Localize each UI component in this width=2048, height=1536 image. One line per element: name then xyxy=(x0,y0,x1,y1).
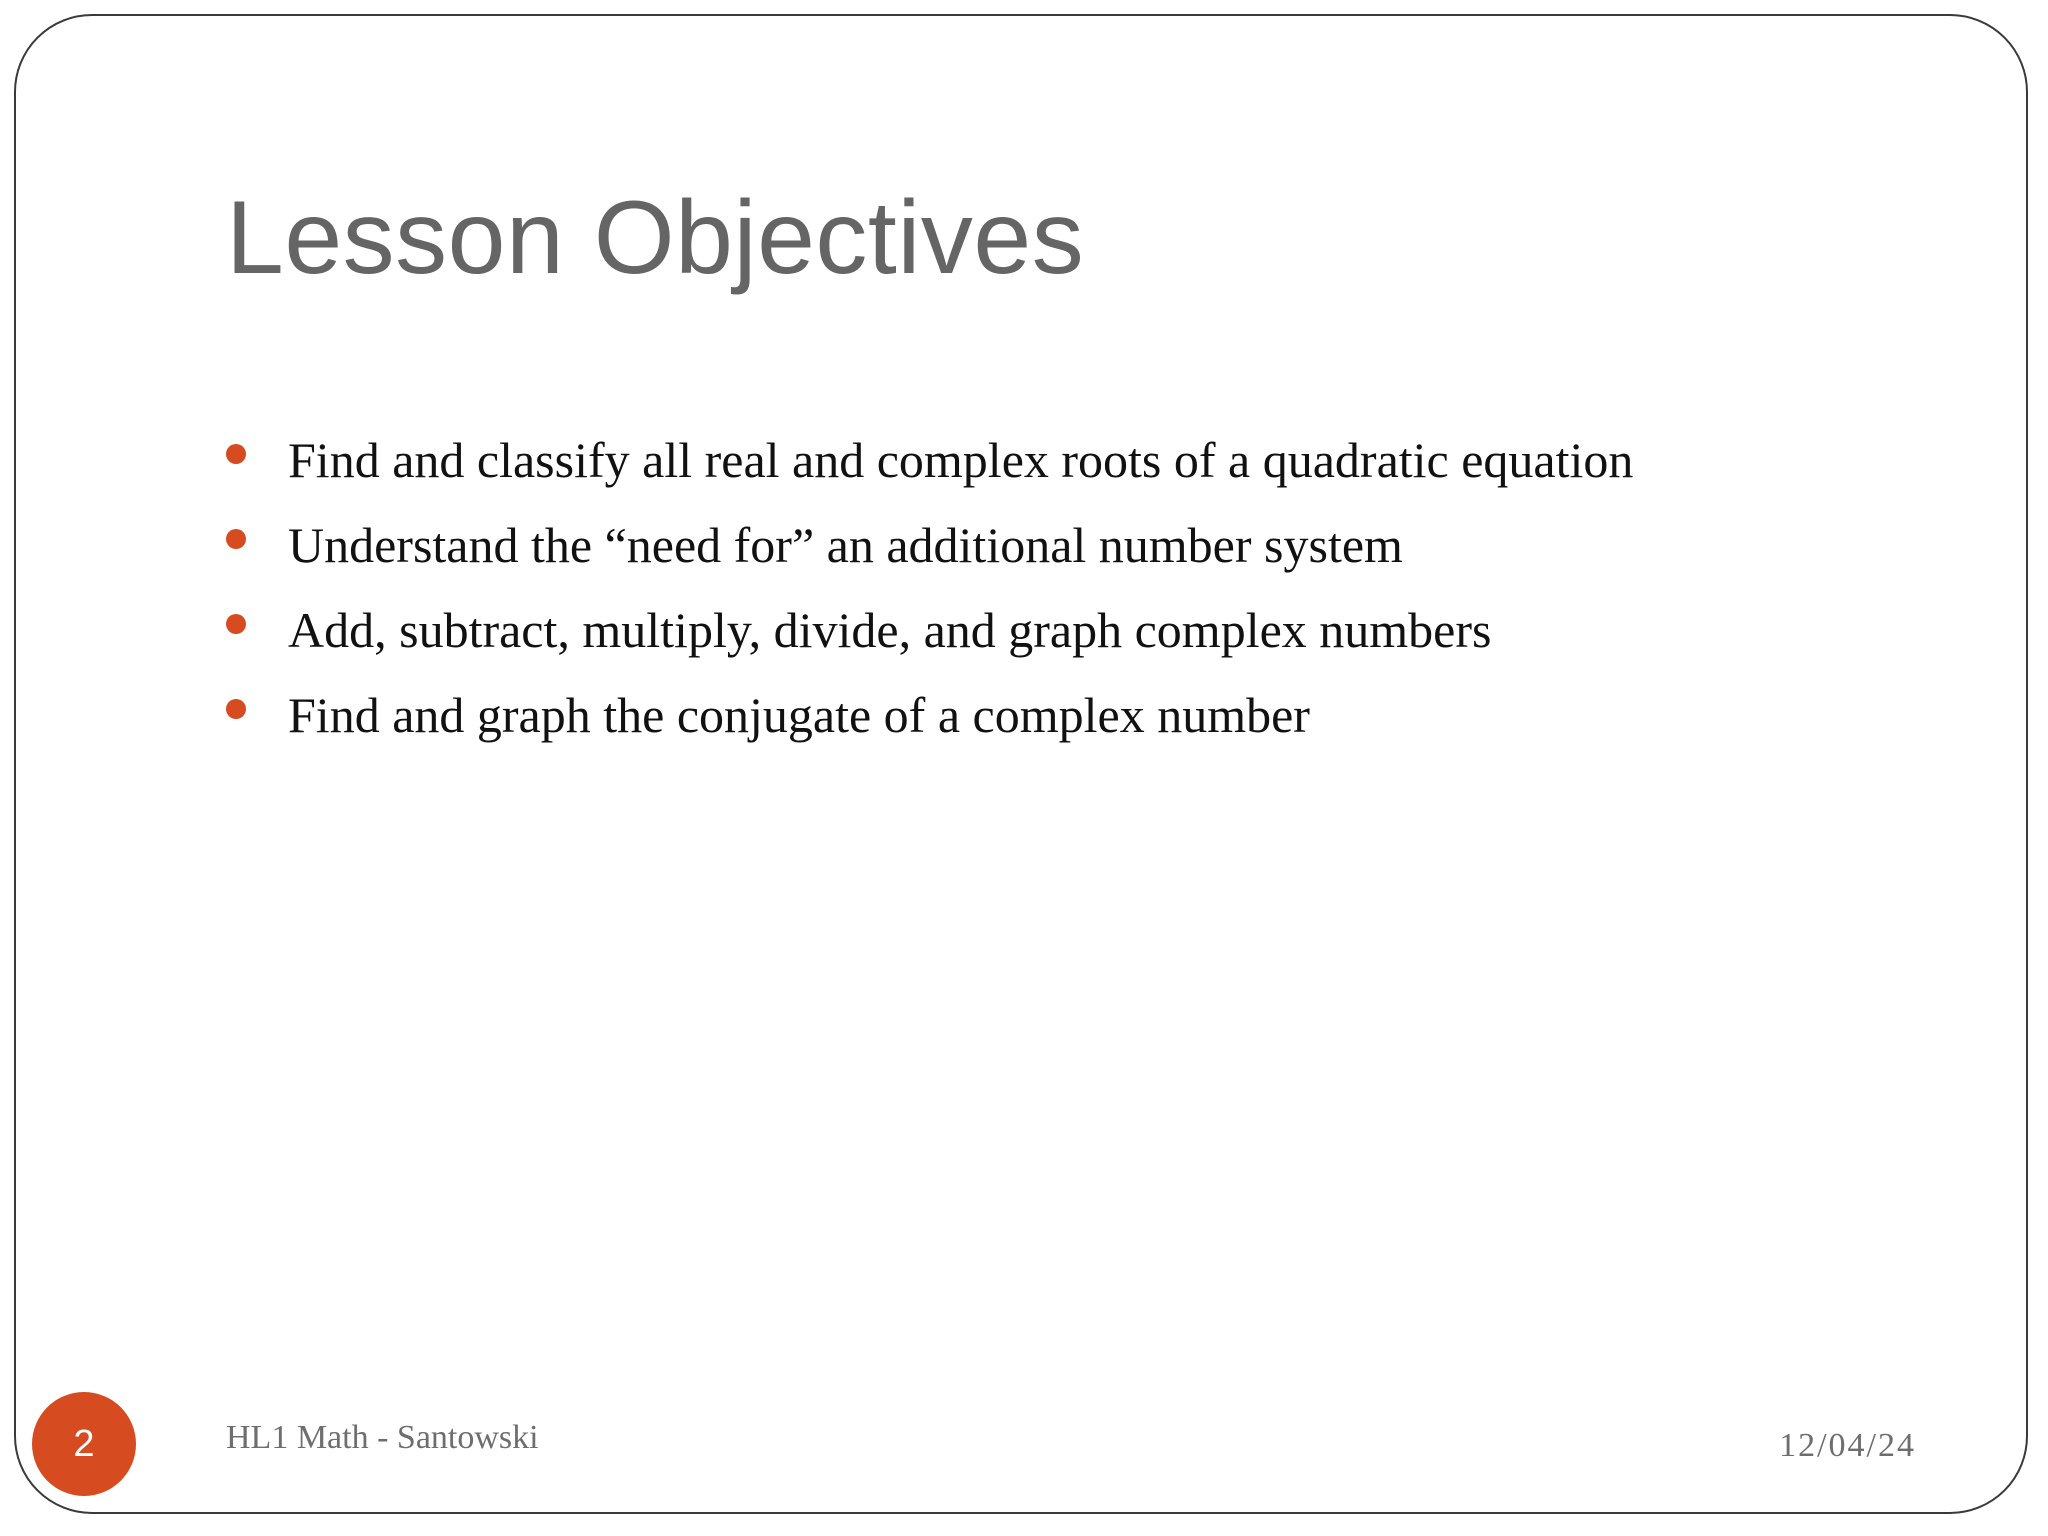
footer-text: HL1 Math - Santowski xyxy=(226,1419,539,1456)
bullet-text: Find and graph the conjugate of a complex number xyxy=(288,687,1310,743)
slide-title: Lesson Objectives xyxy=(226,180,1085,296)
bullet-dot-icon xyxy=(226,699,246,719)
list-item xyxy=(226,418,1633,503)
bullet-dot-icon xyxy=(226,529,246,549)
bullet-dot-icon xyxy=(226,444,246,464)
bullet-text: Add, subtract, multiply, divide, and graph complex numbers xyxy=(288,602,1492,658)
bullet-text: Find and classify all real and complex roots of a quadratic equation xyxy=(288,432,1634,488)
list-item xyxy=(226,673,1633,758)
footer-date: 12/04/24 xyxy=(1779,1427,1916,1464)
slide-number: 2 xyxy=(73,1423,95,1465)
objectives-list xyxy=(226,418,1633,758)
list-item xyxy=(226,588,1633,673)
slide-number-badge xyxy=(32,1392,136,1496)
list-item xyxy=(226,503,1633,588)
bullet-text: Understand the “need for” an additional number system xyxy=(288,517,1403,573)
bullet-dot-icon xyxy=(226,614,246,634)
